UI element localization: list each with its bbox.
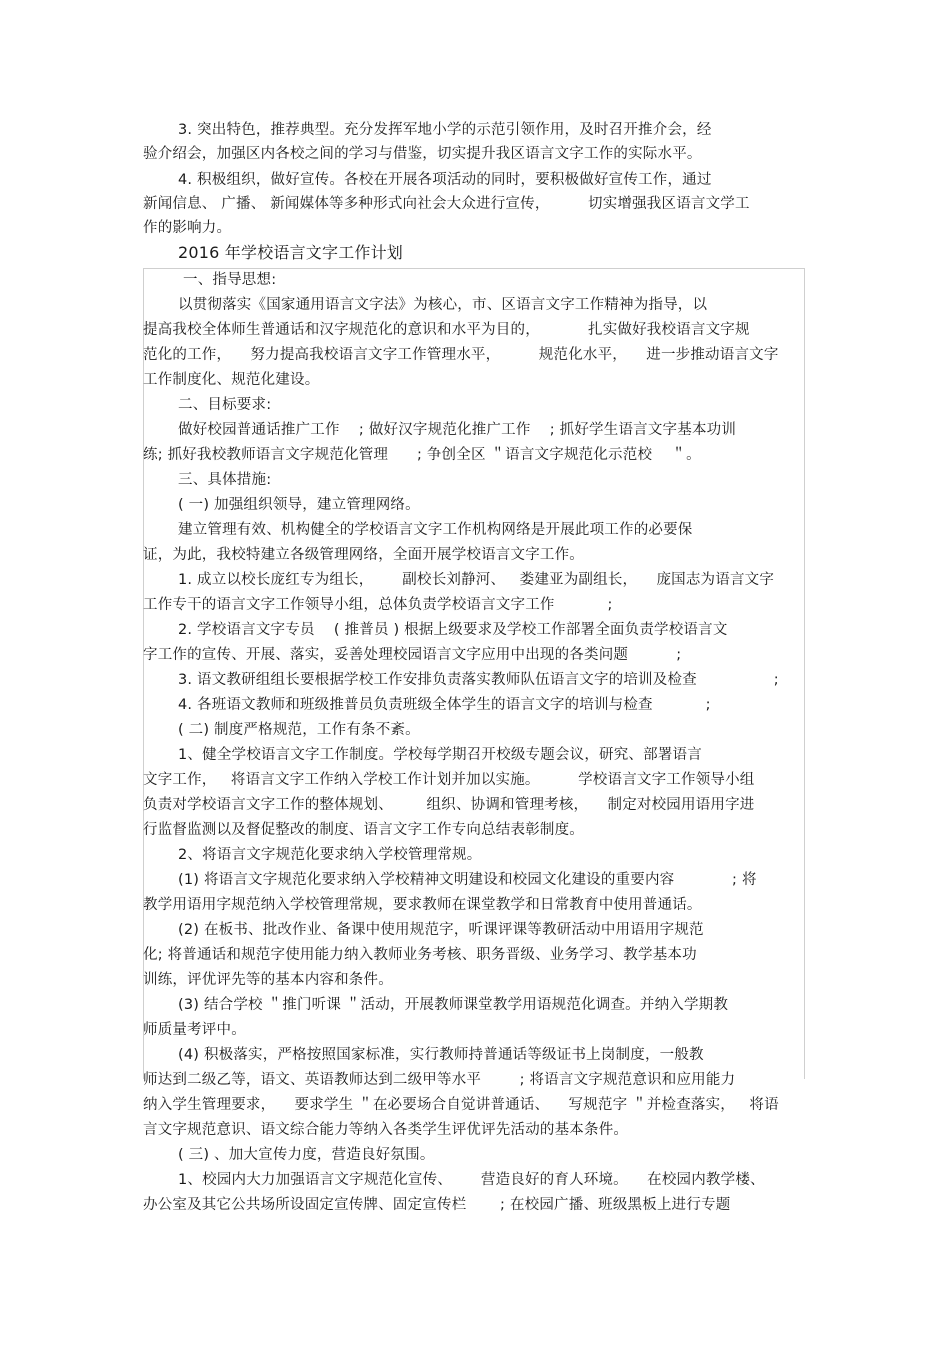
text-line: ( 三) 、加大宣传力度，营造良好氛围。 xyxy=(178,1147,435,1163)
text-line: 3. 突出特色，推荐典型。充分发挥军地小学的示范引领作用，及时召开推介会，经 xyxy=(178,122,712,138)
text-line: 办公室及其它公共场所设固定宣传牌、固定宣传栏 ; 在校园广播、班级黑板上进行专题 xyxy=(143,1197,731,1213)
text-line: ( 二) 制度严格规范，工作有条不紊。 xyxy=(178,722,420,738)
text-line: 师达到二级乙等，语文、英语教师达到二级甲等水平 ; 将语言文字规范意识和应用能力 xyxy=(143,1072,736,1088)
text-line: 教学用语用字规范纳入学校管理常规，要求教师在课堂教学和日常教育中使用普通话。 xyxy=(143,897,702,913)
text-line: 训练，评优评先等的基本内容和条件。 xyxy=(143,972,393,988)
section-title: 2016 年学校语言文字工作计划 xyxy=(178,243,404,262)
text-line: 4. 积极组织，做好宣传。各校在开展各项活动的同时，要积极做好宣传工作，通过 xyxy=(178,172,712,188)
heading-guiding-ideas: 一、指导思想: xyxy=(183,272,277,288)
text-line: (3) 结合学校 ＂推门听课 ＂活动，开展教师课堂教学用语规范化调查。并纳入学期教 xyxy=(178,997,729,1013)
text-line: 证，为此，我校特建立各级管理网络，全面开展学校语言文字工作。 xyxy=(143,547,584,563)
text-line: 行监督监测以及督促整改的制度、语言文字工作专向总结表彰制度。 xyxy=(143,822,584,838)
text-line: 言文字规范意识、语文综合能力等纳入各类学生评优评先活动的基本条件。 xyxy=(143,1122,629,1138)
text-line: 2. 学校语言文字专员 ( 推普员 ) 根据上级要求及学校工作部署全面负责学校语言文 xyxy=(178,622,728,638)
text-line: 负责对学校语言文字工作的整体规划、 组织、协调和管理考核， 制定对校园用语用字进 xyxy=(143,797,755,813)
text-line: 以贯彻落实《国家通用语言文字法》为核心，市、区语言文字工作精神为指导，以 xyxy=(178,297,708,313)
text-line: 3. 语文教研组组长要根据学校工作安排负责落实教师队伍语言文字的培训及检查 ; xyxy=(178,672,779,688)
heading-measures: 三、具体措施: xyxy=(178,472,272,488)
text-line: 作的影响力。 xyxy=(143,220,232,236)
text-line: (4) 积极落实，严格按照国家标准，实行教师持普通话等级证书上岗制度，一般教 xyxy=(178,1047,704,1063)
text-line: ( 一) 加强组织领导，建立管理网络。 xyxy=(178,497,420,513)
text-line: 1、健全学校语言文字工作制度。学校每学期召开校级专题会议，研究、部署语言 xyxy=(178,747,702,763)
text-line: (1) 将语言文字规范化要求纳入学校精神文明建设和校园文化建设的重要内容 ; 将 xyxy=(178,872,757,888)
text-line: 字工作的宣传、开展、落实，妥善处理校园语言文字应用中出现的各类问题 ; xyxy=(143,647,682,663)
text-line: 提高我校全体师生普通话和汉字规范化的意识和水平为目的， 扎实做好我校语言文字规 xyxy=(143,322,750,338)
text-line: 4. 各班语文教师和班级推普员负责班级全体学生的语言文字的培训与检查 ; xyxy=(178,697,711,713)
text-line: 纳入学生管理要求， 要求学生 ＂在必要场合自觉讲普通话、 写规范字 ＂并检查落实， 将语 xyxy=(143,1097,779,1113)
text-line: 范化的工作， 努力提高我校语言文字工作管理水平， 规范化水平， 进一步推动语言文字 xyxy=(143,347,779,363)
text-line: 工作制度化、规范化建设。 xyxy=(143,372,320,388)
text-line: 建立管理有效、机构健全的学校语言文字工作机构网络是开展此项工作的必要保 xyxy=(178,522,693,538)
heading-goals: 二、目标要求: xyxy=(178,397,272,413)
text-line: 新闻信息、 广播、 新闻媒体等多种形式向社会大众进行宣传， 切实增强我区语言文学工 xyxy=(143,196,750,212)
text-line: 做好校园普通话推广工作 ; 做好汉字规范化推广工作 ; 抓好学生语言文字基本功训 xyxy=(178,422,737,438)
text-line: 文字工作， 将语言文字工作纳入学校工作计划并加以实施。 学校语言文字工作领导小组 xyxy=(143,772,755,788)
text-line: 工作专干的语言文字工作领导小组，总体负责学校语言文字工作 ; xyxy=(143,597,613,613)
text-line: 化; 将普通话和规范字使用能力纳入教师业务考核、职务晋级、业务学习、教学基本功 xyxy=(143,947,697,963)
text-line: 1. 成立以校长庞红专为组长， 副校长刘静河、 娄建亚为副组长， 庞国志为语言文字 xyxy=(178,572,775,588)
text-line: 师质量考评中。 xyxy=(143,1022,246,1038)
text-line: 练; 抓好我校教师语言文字规范化管理 ; 争创全区 ＂语言文字规范化示范校 ＂。 xyxy=(143,447,701,463)
text-line: 验介绍会，加强区内各校之间的学习与借鉴，切实提升我区语言文字工作的实际水平。 xyxy=(143,146,702,162)
text-line: (2) 在板书、批改作业、备课中使用规范字，听课评课等教研活动中用语用字规范 xyxy=(178,922,704,938)
text-line: 2、将语言文字规范化要求纳入学校管理常规。 xyxy=(178,847,482,863)
text-line: 1、校园内大力加强语言文字规范化宣传、 营造良好的育人环境。 在校园内教学楼、 xyxy=(178,1172,765,1188)
